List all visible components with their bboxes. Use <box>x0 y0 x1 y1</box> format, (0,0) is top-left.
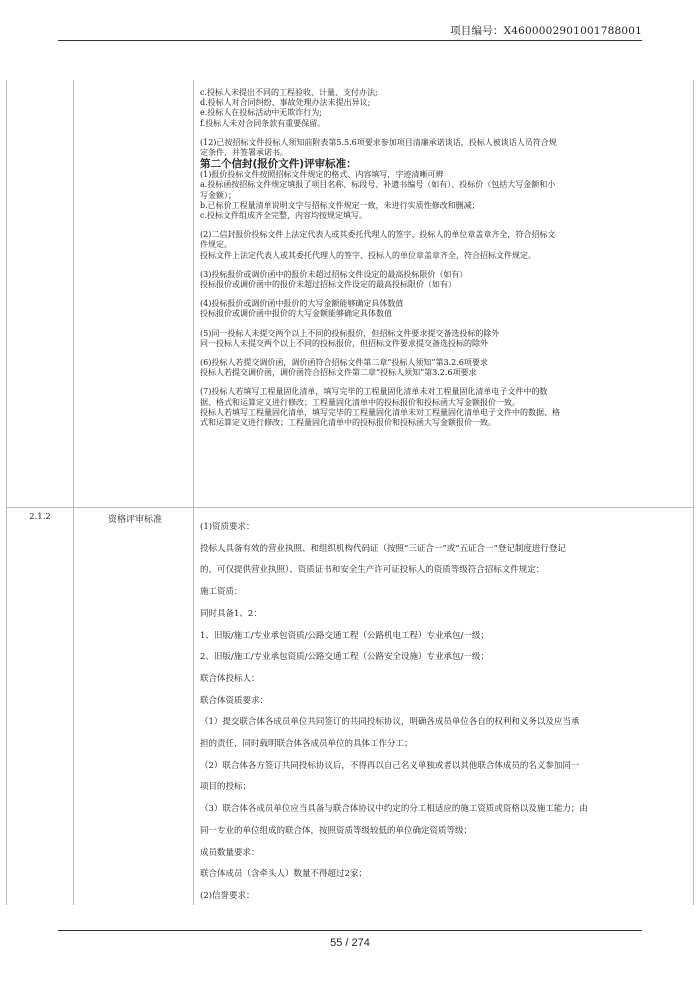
text-line: 联合体成员（含牵头人）数量不得超过2家； <box>200 869 367 880</box>
text-line: 定条件，并签署承诺书。 <box>200 148 288 158</box>
text-line: 联合体资质要求： <box>200 695 269 706</box>
row-title: 资格评审标准 <box>107 515 162 525</box>
criteria-table <box>0 80 700 905</box>
text-line: 件规定。 <box>200 240 232 250</box>
text-line: (4)投标报价或调价函中报价的大写金额能够确定具体数值 <box>200 299 404 309</box>
column-divider <box>193 80 194 905</box>
text-line: （1）提交联合体各成员单位共同签订的共同投标协议，明确各成员单位各自的权利和义务以及应当承 <box>200 717 580 728</box>
text-line: 投标人若填写工程量固化清单，填写完毕的工程量固化清单未对工程量固化清单电子文件中的数据、格 <box>200 407 560 417</box>
text-line: 担的责任，同时载明联合体各成员单位的具体工作分工； <box>200 739 413 750</box>
text-line: 投标文件上法定代表人或其委托代理人的签字、投标人的单位章盖章齐全，符合招标文件规定。 <box>200 250 536 260</box>
qualification-criteria <box>200 517 685 908</box>
text-line: 项目的投标； <box>200 782 252 793</box>
text-line: b.已标价工程量清单说明文字与招标文件规定一致，未进行实质性修改和删减； <box>200 200 480 210</box>
text-line: d.投标人对合同纠纷、事故处理办法未提出异议; <box>200 98 371 108</box>
text-line: 施工资质： <box>200 587 243 598</box>
text-line: 同时具备1、2： <box>200 608 262 619</box>
text-line: (1)资质要求： <box>200 522 255 532</box>
text-line: （2）联合体各方签订共同投标协议后，不得再以自己名义单独或者以其他联合体成员的名义参加同一 <box>200 760 580 771</box>
text-line: f.投标人未对合同条款有重要保留。 <box>200 118 326 128</box>
column-divider <box>73 80 74 905</box>
table-border-right <box>693 80 694 905</box>
footer-divider <box>58 930 642 931</box>
text-line: 1、旧版/施工/专业承包资质/公路交通工程（公路机电工程）专业承包/一级； <box>200 630 489 641</box>
text-line: 投标人具备有效的营业执照、和组织机构代码证（按照“三证合一”或“五证合一”登记制度进行登记 <box>200 543 566 554</box>
table-border-left <box>6 80 7 905</box>
page-header <box>58 22 642 41</box>
second-envelope-criteria <box>200 88 685 428</box>
text-line: (5)同一投标人未提交两个以上不同的投标报价，但招标文件要求提交备选投标的除外 <box>200 328 500 338</box>
text-line: (7)投标人若填写工程量固化清单，填写完毕的工程量固化清单未对工程量固化清单电子文件中的数 <box>200 387 548 397</box>
text-line: a.投标函按招标文件规定填报了项目名称、标段号、补遗书编号（如有）、投标价（包括大写金额和小 <box>200 180 556 190</box>
text-line: 成员数量要求： <box>200 847 260 858</box>
text-line: 投标报价或调价函中的报价未超过招标文件设定的最高投标限价（如有） <box>200 280 456 290</box>
text-line: e.投标人在投标活动中无欺诈行为; <box>200 108 322 118</box>
section-heading: 第二个信封(报价文件)评审标准： <box>200 158 357 171</box>
text-line: 投标人若提交调价函，调价函符合招标文件第二章“投标人须知”第3.2.6项要求 <box>200 368 477 378</box>
page-number: 55 / 274 <box>330 937 370 949</box>
text-line: c.投标人未提出不同的工程验收、计量、支付办法; <box>200 88 378 97</box>
text-line: 联合体投标人： <box>200 673 260 684</box>
text-line: c.投标文件组成齐全完整，内容均按规定填写。 <box>200 211 368 221</box>
text-line: 同一专业的单位组成的联合体，按照资质等级较低的单位确定资质等级； <box>200 825 473 836</box>
text-line: 的，可仅提供营业执照）、资质证书和安全生产许可证投标人的资质等级符合招标文件规定： <box>200 565 545 576</box>
text-line: 写金额）； <box>200 190 236 200</box>
row-divider <box>6 507 694 508</box>
text-line: 同一投标人未提交两个以上不同的投标报价，但招标文件要求提交备选投标的除外 <box>200 338 488 348</box>
text-line: (2)二信封报价投标文件上法定代表人或其委托代理人的签字、投标人的单位章盖章齐全，符合招标文 <box>200 230 556 240</box>
project-number: 项目编号：X4600002901001788001 <box>450 25 642 37</box>
text-line: 2、旧版/施工/专业承包资质/公路交通工程（公路安全设施）专业承包/一级； <box>200 652 489 663</box>
text-line: (6)投标人若提交调价函，调价函符合招标文件第二章“投标人须知”第3.2.6项要求 <box>200 358 488 368</box>
text-line: 式和运算定义进行修改；工程量固化清单中的投标报价和投标函大写金额报价一致。 <box>200 418 496 428</box>
row-number: 2.1.2 <box>29 512 51 522</box>
text-line: (3)投标报价或调价函中的报价未超过招标文件设定的最高投标限价（如有） <box>200 269 468 279</box>
text-line: (1)报价投标文件按照招标文件规定的格式、内容填写，字迹清晰可辨 <box>200 170 444 180</box>
text-line: (12)已按招标文件投标人须知前附表第5.5.6项要求参加项目清廉承诺谈话，投标人被谈话人员符合规 <box>200 137 557 147</box>
text-line: (2)信誉要求： <box>200 890 255 901</box>
text-line: （3）联合体各成员单位应当具备与联合体协议中约定的分工相适应的施工资质或资格以及施工能力；由 <box>200 804 588 815</box>
text-line: 投标报价或调价函中报价的大写金额能够确定具体数值 <box>200 309 392 319</box>
text-line: 据、格式和运算定义进行修改；工程量固化清单中的投标报价和投标函大写金额报价一致。 <box>200 397 520 407</box>
